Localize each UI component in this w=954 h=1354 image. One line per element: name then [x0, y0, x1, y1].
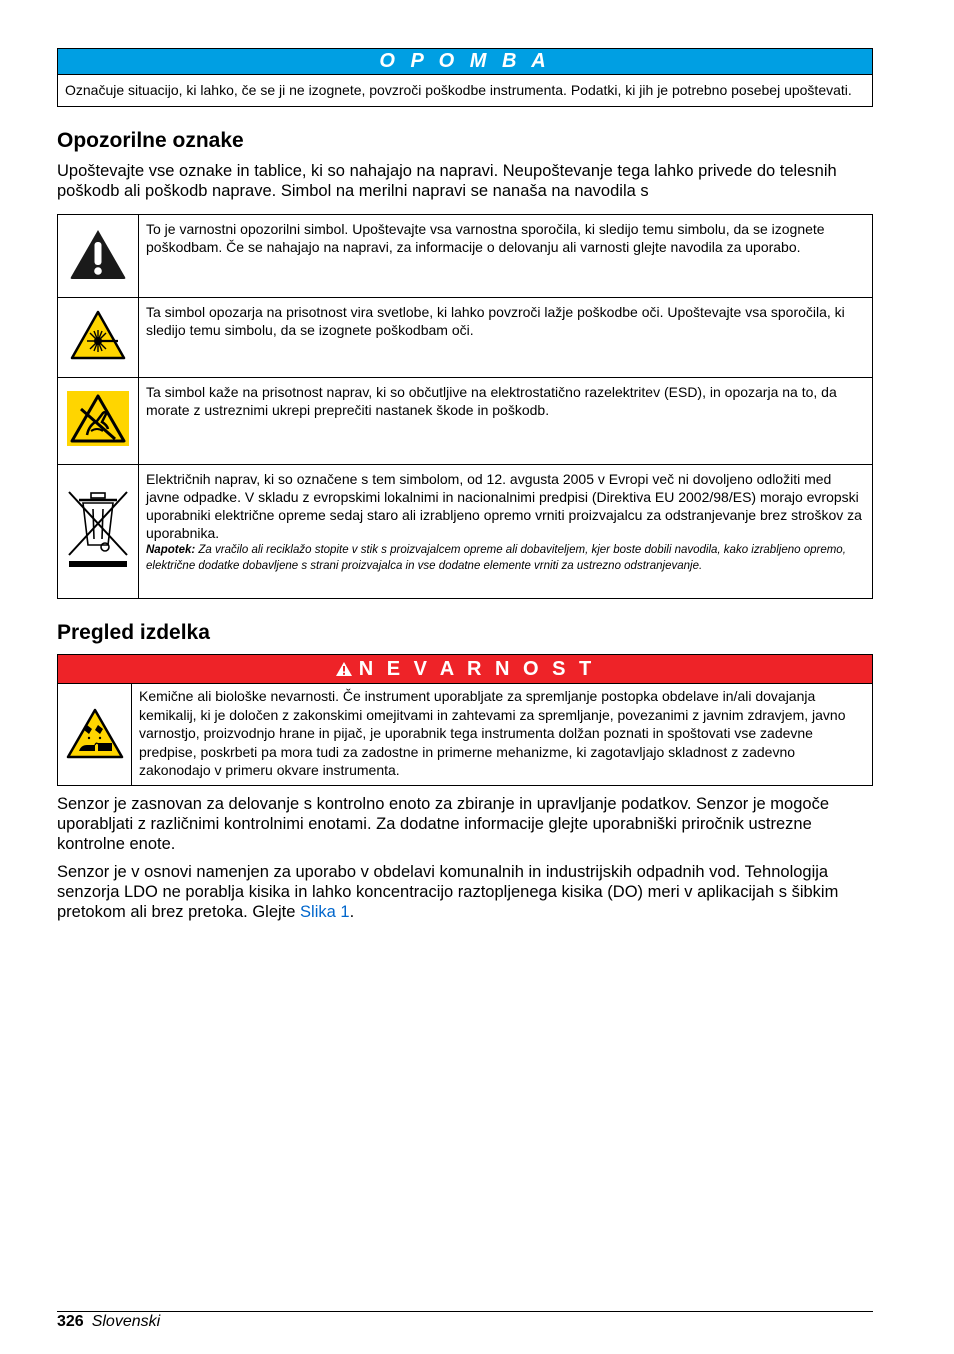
symbols-table: [57, 214, 873, 599]
symbol-icon-cell: [58, 378, 139, 465]
notice-title: O P O M B A: [58, 49, 872, 75]
overview-paragraph-2: [57, 862, 873, 922]
symbol-row: [58, 215, 873, 298]
overview-paragraph-2-text: Senzor je v osnovi namenjen za uporabo v obdelavi komunalnih in industrijskih odpadnih vod. Tehnologija senzorja LDO ne porablja kisika in lahko koncentracijo raztopljenega kisika (DO) meri v aplikacijah s šibkim pretokom ali brez pretoka. Glejte: [57, 862, 839, 921]
warning-triangle-icon: [335, 661, 353, 677]
danger-text: Kemične ali biološke nevarnosti. Če instrument uporabljate za spremljanje postopka obdelave in/ali dovajanja kemikalij, ki je določen z zakonskimi omejitvami in zahtevami za spremljanje, povezanimi z javnim zdravjem, javno varnostjo, proizvodnjo hrane in pijač, je uporabnik tega instrumenta dolžan poznati in spoštovati vse zadevne predpise, poskrbeti pa mora tudi za zadostne in primerne mehanizme, ki zagotavljajo skladnost z zadevno zakonodajo v primeru okvare instrumenta.: [139, 688, 846, 778]
laser-warning-icon: [69, 309, 127, 361]
danger-row: [58, 684, 872, 785]
symbol-description: Ta simbol opozarja na prisotnost vira svetlobe, ki lahko povzroči lažje poškodbe oči. Upoštevajte vsa sporočila, ki sledijo temu simbolu, da se izognete poškodbam oči.: [139, 298, 873, 378]
footer-rule: [57, 1311, 873, 1312]
danger-box: [57, 654, 873, 786]
section-heading-warning-labels: Opozorilne oznake: [57, 129, 244, 152]
general-warning-icon: [68, 227, 128, 281]
figure-1-link[interactable]: Slika 1: [300, 902, 350, 921]
notice-text: Označuje situacijo, ki lahko, če se ji ne izognete, povzroči poškodbe instrumenta. Podatki, ki jih je potrebno posebej upoštevati.: [65, 82, 852, 98]
page-number: 326: [57, 1313, 84, 1330]
note-text: Za vračilo ali reciklažo stopite v stik s proizvajalcem opreme ali dobaviteljem, kjer boste dobili navodila, kako izrabljeno opremo, električne dodatke dobavljene s strani proizvajalca in vse dodatne elemente vrniti za ustrezno odstranjevanje.: [146, 544, 846, 572]
weee-crossed-bin-icon: [65, 489, 131, 569]
notice-box: [57, 48, 873, 107]
symbol-row: [58, 298, 873, 378]
overview-paragraph-2-end: .: [349, 902, 355, 921]
overview-paragraph-1: Senzor je zasnovan za delovanje s kontrolno enoto za zbiranje in upravljanje podatkov. Senzor je mogoče uporabljati z različnimi kontrolnimi enotami. Za dodatne informacije glejte uporabniški priročnik ustrezne kontrolne enote.: [57, 794, 830, 853]
note-label: Napotek:: [146, 544, 196, 556]
esd-warning-icon: [67, 391, 129, 446]
weee-note: [146, 542, 864, 574]
symbol-icon-cell: [58, 465, 139, 599]
danger-header: [58, 655, 872, 684]
footer-language: Slovenski: [91, 1313, 161, 1330]
page-footer: [57, 1313, 160, 1331]
chemical-hazard-icon: [65, 707, 125, 761]
section-heading-product-overview: Pregled izdelka: [57, 621, 210, 644]
danger-title: N E V A R N O S T: [358, 658, 596, 680]
symbol-description-weee: [139, 465, 873, 599]
danger-icon-cell: [58, 684, 132, 785]
symbol-icon-cell: [58, 298, 139, 378]
warning-labels-intro: Upoštevajte vse oznake in tablice, ki so nahajajo na napravi. Neupoštevanje tega lahko privede do telesnih poškodb ali poškodb naprave. Simbol na merilni napravi se nanaša na navodila s: [57, 162, 837, 200]
weee-text: Električnih naprav, ki so označene s tem simbolom, od 12. avgusta 2005 v Evropi več ni dovoljeno odložiti med javne odpadke. V skladu z evropskimi lokalnimi in nacionalnimi predpisi (Direktiva EU 2002/98/ES) morajo evropski uporabniki električne opreme sedaj staro ali izrabljeno opremo vrniti proizvajalcu za odstranjevanje brez stroškov za uporabnika.: [146, 471, 862, 541]
symbol-row: [58, 465, 873, 599]
symbol-row: [58, 378, 873, 465]
symbol-icon-cell: [58, 215, 139, 298]
symbol-description: Ta simbol kaže na prisotnost naprav, ki so občutljive na elektrostatično razelektritev (ESD), in opozarja na to, da morate z ustreznimi ukrepi preprečiti nastanek škode in poškodb.: [139, 378, 873, 465]
symbol-description: To je varnostni opozorilni simbol. Upoštevajte vsa varnostna sporočila, ki sledijo temu simbolu, da se izognete poškodbam. Če se nahajajo na napravi, za informacije o delovanju ali varnosti glejte navodila za uporabo.: [139, 215, 873, 298]
manual-page: [57, 48, 873, 922]
